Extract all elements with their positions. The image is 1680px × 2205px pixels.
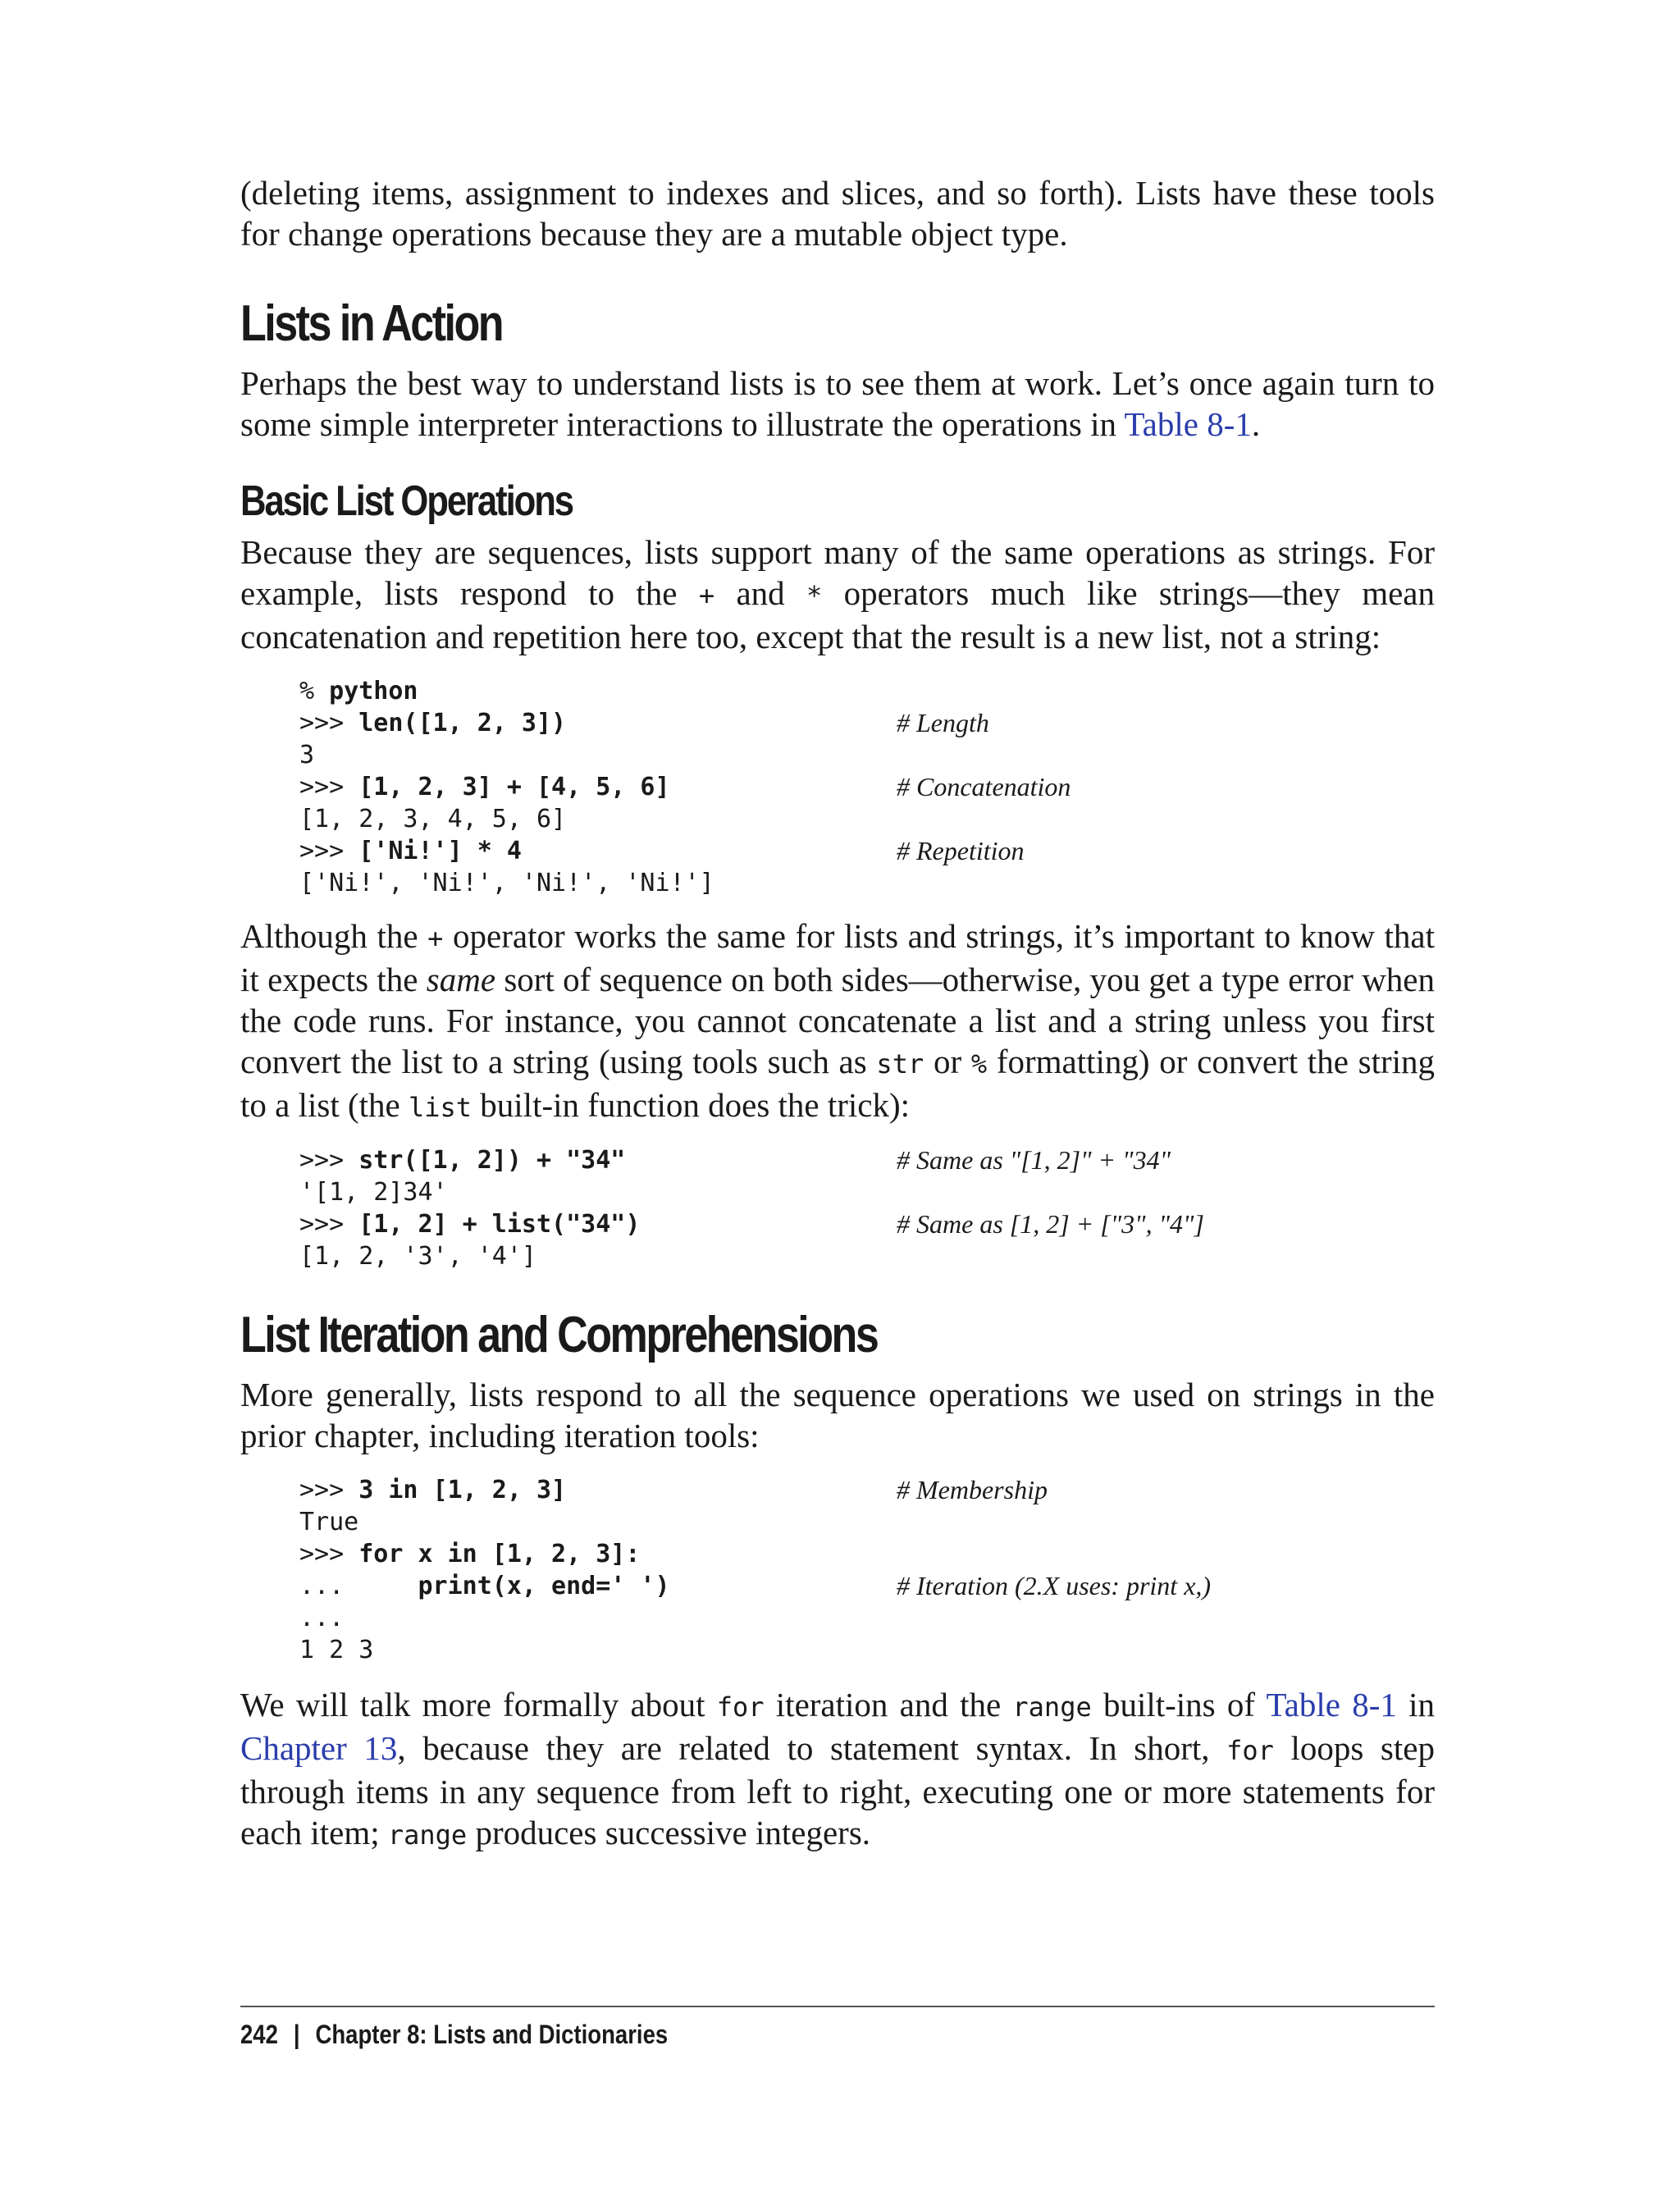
code-line: True (299, 1508, 359, 1536)
code-comment: # Iteration (2.X uses: print x,) (897, 1571, 1212, 1600)
page-content (240, 172, 1435, 1856)
code-line: >>> [1, 2] + list("34") # Same as [1, 2] + ["3", "4"] (299, 1209, 1204, 1239)
for-range-paragraph: We will talk more formally about for iteration and the range built-ins of Table 8-1 in Chapter 13, because they are related to statement syntax. In short, for loops step through items in any sequence from left to right, executing one or more statements for each item; range produces successive integers. (240, 1686, 1435, 1851)
code-line: >>> 3 in [1, 2, 3] # Membership (299, 1475, 1048, 1504)
code-line: >>> [1, 2, 3] + [4, 5, 6] # Concatenation (299, 772, 1071, 801)
code-comment: # Same as "[1, 2]" + "34" (897, 1145, 1171, 1175)
code-line: [1, 2, '3', '4'] (299, 1242, 536, 1271)
code-line: >>> ['Ni!'] * 4 # Repetition (299, 836, 1025, 865)
code-listing-conversion (299, 1144, 1435, 1272)
code-line: ... print(x, end=' ') # Iteration (2.X uses: print x,) (299, 1571, 1212, 1600)
type-error-paragraph: Although the + operator works the same for lists and strings, it’s important to know that it expects the same sort of sequence on both sides—otherwise, you get a type error when the code runs. For instance, you cannot concatenate a list and a string unless you first convert the list to a string (using tools such as str or % formatting) or convert the string to a list (the list built-in function does the trick): (240, 917, 1436, 1124)
code-line: [1, 2, 3, 4, 5, 6] (299, 805, 567, 833)
code-comment: # Concatenation (897, 772, 1071, 801)
table-8-1-link[interactable]: Table 8-1 (1124, 405, 1252, 443)
page-number: 242 (240, 2020, 278, 2049)
code-line: >>> for x in [1, 2, 3]: (299, 1540, 641, 1568)
code-line: '[1, 2]34' (299, 1178, 448, 1207)
code-line: 3 (299, 741, 315, 769)
code-line: ... (299, 1604, 345, 1632)
code-comment: # Membership (897, 1475, 1048, 1504)
table-8-1-link[interactable]: Table 8-1 (1266, 1686, 1397, 1723)
code-listing-iteration (299, 1474, 1435, 1666)
heading-lists-in-action: Lists in Action (240, 295, 503, 352)
code-line: >>> str([1, 2]) + "34" # Same as "[1, 2]" + "34" (299, 1145, 1171, 1175)
page-footer (240, 2018, 668, 2051)
code-line: % python (299, 677, 418, 705)
basic-ops-paragraph: Because they are sequences, lists support many of the same operations as strings. For example, lists respond to the + and * operators much like strings—they mean concatenation and repetition here too, except that the result is a new list, not a string: (240, 533, 1435, 655)
lists-in-action-paragraph: Perhaps the best way to understand lists is to see them at work. Let’s once again turn to some simple interpreter interactions to illustrate the operations in Table 8-1. (240, 364, 1435, 443)
code-line: 1 2 3 (299, 1636, 374, 1664)
footer-separator: | (293, 2020, 300, 2049)
code-listing-basic (299, 675, 1435, 899)
chapter-title: Chapter 8: Lists and Dictionaries (315, 2020, 669, 2049)
code-line: >>> len([1, 2, 3]) # Length (299, 708, 989, 737)
footer-rule (240, 2006, 1435, 2007)
iteration-paragraph: More generally, lists respond to all the sequence operations we used on strings in the prior chapter, including iteration tools: (240, 1376, 1435, 1454)
code-comment: # Same as [1, 2] + ["3", "4"] (897, 1209, 1204, 1239)
heading-basic-list-operations: Basic List Operations (240, 477, 573, 525)
code-comment: # Length (897, 708, 989, 737)
code-comment: # Repetition (897, 836, 1025, 865)
chapter-13-link[interactable]: Chapter 13 (240, 1729, 398, 1767)
heading-list-iteration: List Iteration and Comprehensions (240, 1307, 878, 1363)
code-line: ['Ni!', 'Ni!', 'Ni!', 'Ni!'] (299, 869, 714, 897)
intro-paragraph: (deleting items, assignment to indexes and slices, and so forth). Lists have these tools for change operations because they are a mutable object type. (240, 174, 1435, 253)
